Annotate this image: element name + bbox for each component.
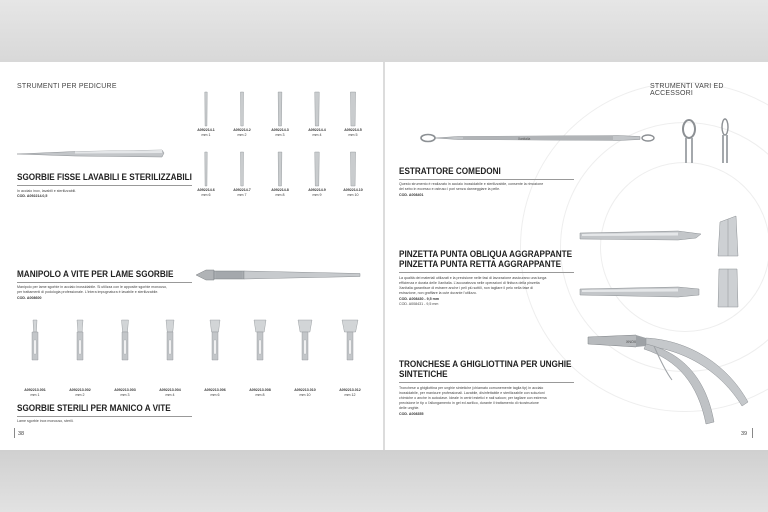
pinzetta-retta-image xyxy=(578,285,703,299)
estrattore-engraving: Xanitalia xyxy=(518,137,531,141)
sgorbia-sterile-image xyxy=(25,318,45,362)
sgorbia-sterile-image xyxy=(160,318,180,362)
sgorbia-sterile-caption xyxy=(20,388,50,397)
item-code: A092214.9 xyxy=(308,188,326,192)
sgorbia-sterile-image xyxy=(250,318,270,362)
item-code: A092214.7 xyxy=(233,188,251,192)
tronchese-body-1: Tronchese a ghigliottina per unghie sintetiche (chiamato comunemente taglia tip) in acciaio xyxy=(399,386,544,390)
estrattore-body-1: Questo strumento è realizzato in acciaio inossidabile e sterilizzabile, consente la rimozione xyxy=(399,182,544,186)
sgorbia-sterile-image xyxy=(295,318,315,362)
item-code: A092214.4 xyxy=(308,128,326,132)
item-size: mm 6 xyxy=(210,392,220,397)
tronchese-engraving: XNOX xyxy=(626,340,637,344)
sgorbia-fissa-image xyxy=(238,150,246,186)
pinzetta-obliqua-closeup xyxy=(714,214,742,256)
sgorbia-fissa-caption xyxy=(302,128,332,137)
item-size: mm 4 xyxy=(165,392,175,397)
item-code: A092214.6 xyxy=(197,188,215,192)
item-code: A092214.3 xyxy=(271,128,289,132)
item-size: mm 10 xyxy=(347,192,359,197)
sgorbia-sterile-caption xyxy=(245,388,275,397)
item-code: A092214.2 xyxy=(233,128,251,132)
sgorbia-sterile-caption xyxy=(200,388,230,397)
item-code: A092213.006 xyxy=(204,388,226,392)
tronchese-body-5: delle unghie. xyxy=(399,406,420,410)
pinzetta-title-1: PINZETTA PUNTA OBLIQUA AGGRAPPANTE xyxy=(399,249,573,260)
sgorbia-fissa-image xyxy=(349,90,357,126)
pinzetta-body-1: La qualità dei materiali utilizzati e la precisione nelle fasi di lavorazione assicurano una lunga xyxy=(399,276,547,280)
manipolo-title: MANIPOLO A VITE PER LAME SGORBIE xyxy=(17,269,174,280)
tronchese-body-3: chimiche o anche in autoclave. Ideale in centri estetici e nail saloon; per tagliare con estrema xyxy=(399,396,547,400)
sgorbia-fissa-caption xyxy=(338,128,368,137)
item-code: A092213.008 xyxy=(249,388,271,392)
pinzetta-code-1: COD. A008430 - 9,5 mm xyxy=(399,297,440,301)
item-code: A092213.010 xyxy=(294,388,316,392)
item-size: mm 2 xyxy=(75,392,85,397)
pinzetta-title-2: PINZETTA PUNTA RETTA AGGRAPPANTE xyxy=(399,259,562,270)
item-size: mm 8 xyxy=(275,192,285,197)
page-marker xyxy=(14,428,15,438)
page-number-left: 38 xyxy=(18,431,25,437)
estrattore-closeup-1 xyxy=(676,117,702,163)
sgorbia-fissa-caption xyxy=(265,188,295,197)
manipolo-body-1: Manipolo per lame sgorbie in acciaio inossidabile. Si utilizza con le apposite sgorbie monouso, xyxy=(17,285,168,289)
page-gutter xyxy=(383,62,385,450)
pinzetta-body-2: efficienza e durata delle Xanitalia. L'accuratezza nelle operazioni di finitura della pinzetta xyxy=(399,281,540,285)
estrattore-body-2: del sebo in eccesso e ostruso i pori senza danneggiare la pelle. xyxy=(399,187,501,191)
pinzetta-body-4: estrazione, non graffiare la cute durante l'utilizzo. xyxy=(399,291,477,295)
sgorbia-fissa-image xyxy=(276,150,284,186)
sgorbia-fissa-image xyxy=(202,150,210,186)
top-background xyxy=(0,0,768,62)
item-size: mm 10 xyxy=(299,392,311,397)
sgorbia-fissa-caption xyxy=(227,188,257,197)
item-code: A092213.004 xyxy=(159,388,181,392)
sgorbia-fissa-caption xyxy=(265,128,295,137)
sgorbia-fissa-image xyxy=(202,90,210,126)
sgorbia-fissa-image xyxy=(276,90,284,126)
catalog-spread xyxy=(0,62,768,450)
manipolo-image xyxy=(194,267,362,283)
sgorbia-fissa-caption xyxy=(191,128,221,137)
estrattore-image xyxy=(418,128,658,148)
item-size: mm 5 xyxy=(348,132,358,137)
section-label-left: STRUMENTI PER PEDICURE xyxy=(17,83,117,90)
item-code: A092214.10 xyxy=(343,188,363,192)
item-size: mm 1 xyxy=(201,132,211,137)
tronchese-body-4: precisione le tip o l'allungamento in gel ed acrilico, durante il trattamento di ricostruzione xyxy=(399,401,539,405)
sgorbia-sterile-caption xyxy=(110,388,140,397)
manipolo-body-2: per trattamenti di podologia professionale. L'intera impugnatura è lavabile e sterilizzabile. xyxy=(17,290,159,294)
pinzetta-retta-closeup xyxy=(714,265,742,307)
estrattore-code: COD. A008401 xyxy=(399,193,424,197)
item-size: mm 9 xyxy=(312,192,322,197)
tronchese-code: COD. A008355 xyxy=(399,412,424,416)
page-number-right: 39 xyxy=(741,431,748,437)
sgorbia-sterile-caption xyxy=(65,388,95,397)
sgorbia-fissa-image xyxy=(313,150,321,186)
sgorbie-sterili-body: Lame sgorbie inox monouso, sterili. xyxy=(17,419,74,423)
item-size: mm 6 xyxy=(201,192,211,197)
title-rule xyxy=(399,179,574,180)
tronchese-title-1: TRONCHESE A GHIGLIOTTINA PER UNGHIE xyxy=(399,359,572,370)
item-size: mm 8 xyxy=(255,392,265,397)
item-size: mm 3 xyxy=(120,392,130,397)
estrattore-title: ESTRATTORE COMEDONI xyxy=(399,166,501,177)
sgorbia-sterile-caption xyxy=(335,388,365,397)
sgorbia-long-image xyxy=(15,147,165,161)
title-rule xyxy=(399,272,574,273)
pinzetta-obliqua-image xyxy=(578,229,703,243)
item-code: A092213.003 xyxy=(114,388,136,392)
item-code: A092214.5 xyxy=(344,128,362,132)
sgorbia-sterile-image xyxy=(115,318,135,362)
item-code: A092214.1 xyxy=(197,128,215,132)
sgorbie-fisse-body: In acciaio inox, lavabili e sterilizzabili. xyxy=(17,189,77,193)
section-label-right: STRUMENTI VARI ED ACCESSORI xyxy=(650,83,724,97)
sgorbia-fissa-caption xyxy=(227,128,257,137)
tronchese-body-2: inossidabile, per manicure professionali. Lavabile, disinfettabile e sterilizzabile con soluzioni xyxy=(399,391,545,395)
sgorbia-fissa-caption xyxy=(338,188,368,197)
decorative-circle xyxy=(600,162,768,332)
tronchese-title-2: SINTETICHE xyxy=(399,369,448,380)
sgorbia-fissa-image xyxy=(313,90,321,126)
sgorbie-sterili-title: SGORBIE STERILI PER MANICO A VITE xyxy=(17,403,171,414)
sgorbia-sterile-image xyxy=(205,318,225,362)
item-code: A092214.8 xyxy=(271,188,289,192)
item-code: A092213.001 xyxy=(24,388,46,392)
item-size: mm 12 xyxy=(344,392,356,397)
pinzetta-body-3: Xanitalia garantisce di estrarre anche i peli più sottili, non tagliare il pelo nella fase di xyxy=(399,286,534,290)
title-rule xyxy=(17,282,192,283)
sgorbia-sterile-image xyxy=(340,318,360,362)
page-marker xyxy=(752,428,753,438)
tronchese-image xyxy=(586,332,754,432)
bottom-background xyxy=(0,450,768,512)
sgorbie-fisse-title: SGORBIE FISSE LAVABILI E STERILIZZABILI xyxy=(17,172,192,183)
item-size: mm 7 xyxy=(237,192,247,197)
item-size: mm 2 xyxy=(237,132,247,137)
manipolo-code: COD. A008600 xyxy=(17,296,42,300)
item-size: mm 4 xyxy=(312,132,322,137)
title-rule xyxy=(17,185,192,186)
sgorbia-fissa-caption xyxy=(191,188,221,197)
item-size: mm 3 xyxy=(275,132,285,137)
sgorbia-fissa-image xyxy=(349,150,357,186)
sgorbia-fissa-image xyxy=(238,90,246,126)
item-code: A092213.002 xyxy=(69,388,91,392)
item-size: mm 1 xyxy=(30,392,40,397)
title-rule xyxy=(17,416,192,417)
sgorbie-fisse-code: COD. A092214.0,5 xyxy=(17,194,48,198)
estrattore-closeup-2 xyxy=(712,117,738,163)
pinzetta-code-2: COD. A008431 - 9,5 mm xyxy=(399,302,439,306)
item-code: A092213.012 xyxy=(339,388,361,392)
title-rule xyxy=(399,382,574,383)
sgorbia-sterile-caption xyxy=(290,388,320,397)
sgorbia-sterile-caption xyxy=(155,388,185,397)
sgorbia-sterile-image xyxy=(70,318,90,362)
sgorbia-fissa-caption xyxy=(302,188,332,197)
